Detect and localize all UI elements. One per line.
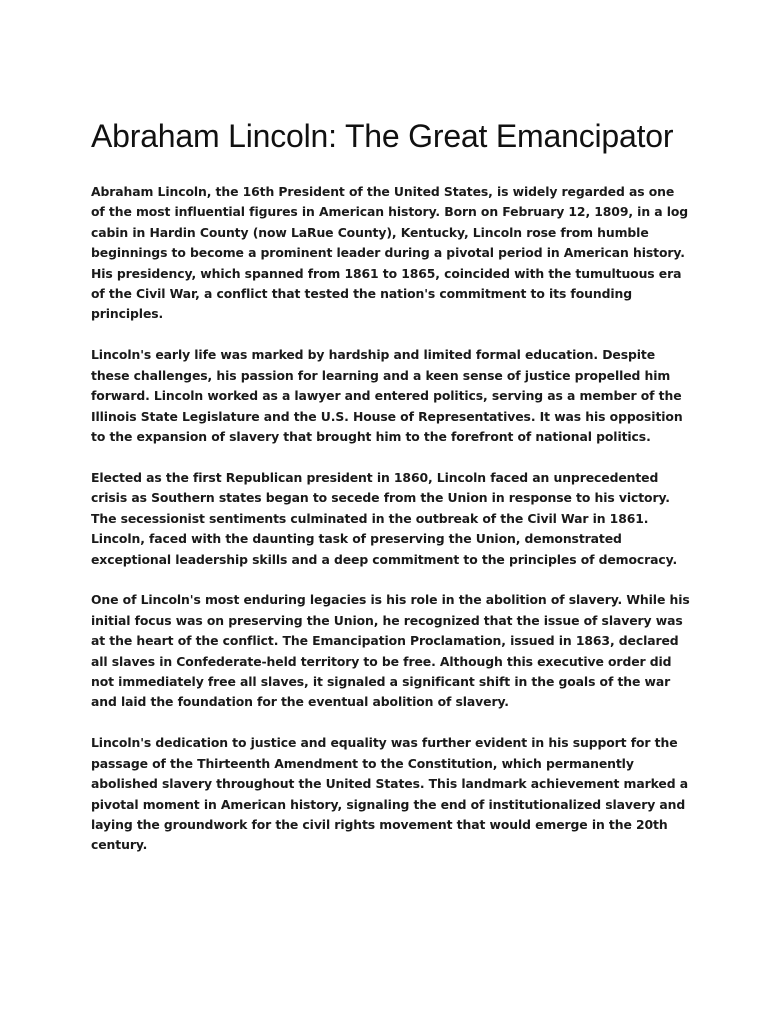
paragraph-early-biography: Abraham Lincoln, the 16th President of the United States, is widely regarded as one of the most influential figures in American history. Born on February 12, 1809, in a log cabin in Hardin County (now LaRue County), Kentucky, Lincoln rose from humble beginnings to become a prominent leader during a pivotal period in American history. His presidency, which spanned from 1861 to 1865, coincided with the tumultuous era of the Civil War, a conflict that tested the nation's commitment to its founding principles. (91, 184, 689, 322)
paragraph-thirteenth-amendment: Lincoln's dedication to justice and equality was further evident in his support for the passage of the Thirteenth Amendment to the Constitution, which permanently abolished slavery throughout the United States. This landmark achievement marked a pivotal moment in American history, signaling the end of institutionalized slavery and laying the groundwork for the civil rights movement that would emerge in the 20th century. (91, 735, 688, 853)
document-body (91, 182, 691, 856)
paragraph-early-life: Lincoln's early life was marked by hardship and limited formal education. Despite these challenges, his passion for learning and a keen sense of justice propelled him forward. Lincoln worked as a lawyer and entered politics, serving as a member of the Illinois State Legislature and the U.S. House of Representatives. It was his opposition to the expansion of slavery that brought him to the forefront of national politics. (91, 347, 683, 444)
paragraph-election-civil-war: Elected as the first Republican president in 1860, Lincoln faced an unprecedented crisis as Southern states began to secede from the Union in response to his victory. The secessionist sentiments culminated in the outbreak of the Civil War in 1861. Lincoln, faced with the daunting task of preserving the Union, demonstrated exceptional leadership skills and a deep commitment to the principles of democracy. (91, 469, 678, 567)
document-title: Abraham Lincoln: The Great Emancipator (91, 118, 674, 154)
document-content (91, 112, 691, 876)
paragraph-emancipation: One of Lincoln's most enduring legacies is his role in the abolition of slavery. While his initial focus was on preserving the Union, he recognized that the issue of slavery was at the heart of the conflict. The Emancipation Proclamation, issued in 1863, declared all slaves in Confederate-held territory to be free. Although this executive order did not immediately free all slaves, it signaled a significant shift in the goals of the war and laid the foundation for the eventual abolition of slavery. (91, 592, 690, 710)
